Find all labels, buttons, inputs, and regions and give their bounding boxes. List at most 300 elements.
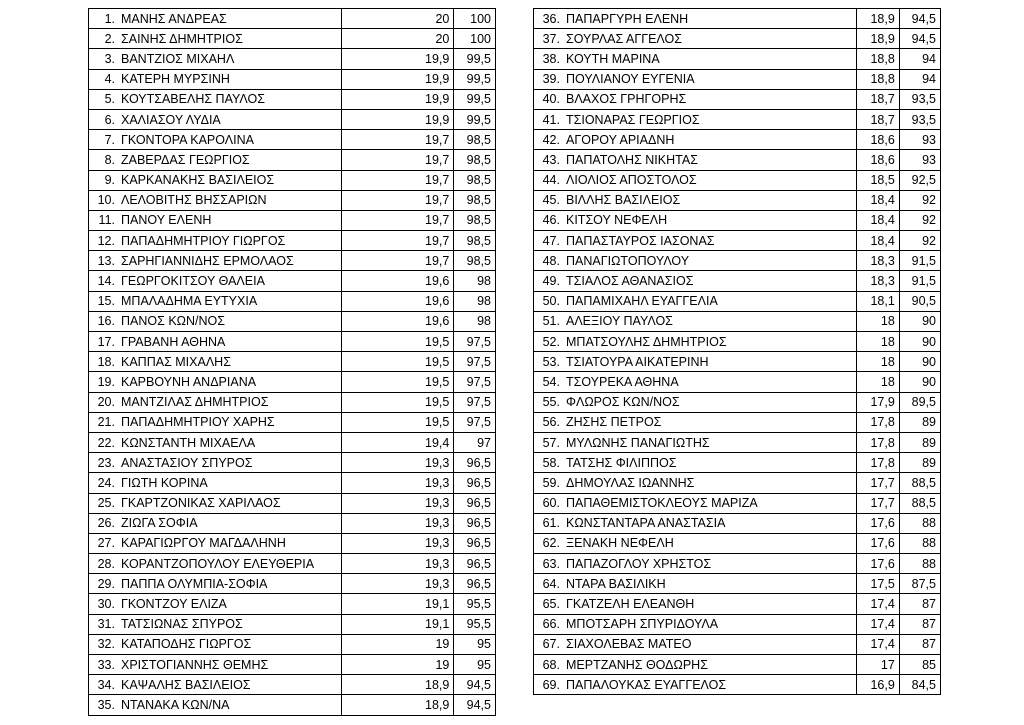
score-cell: 17,4 [856, 594, 899, 614]
percent-cell: 89,5 [899, 392, 940, 412]
score-cell: 18,7 [856, 89, 899, 109]
student-cell [534, 89, 857, 109]
student-name: ΚΑΡΑΓΙΩΡΓΟΥ ΜΑΓΔΑΛΗΝΗ [121, 536, 286, 551]
score-cell: 18 [856, 372, 899, 392]
student-cell [89, 473, 342, 493]
student-cell [534, 432, 857, 452]
student-name: ΚΑΨΑΛΗΣ ΒΑΣΙΛΕΙΟΣ [121, 677, 251, 692]
student-cell [534, 594, 857, 614]
student-cell [534, 190, 857, 210]
table-row [89, 130, 496, 150]
student-name: ΜΑΝΤΖΙΛΑΣ ΔΗΜΗΤΡΙΟΣ [121, 395, 269, 410]
percent-cell: 90 [899, 311, 940, 331]
table-row [534, 412, 941, 432]
table-row [534, 332, 941, 352]
student-name: ΝΤΑΡΑ ΒΑΣΙΛΙΚΗ [566, 576, 666, 591]
rank-number: 39. [542, 72, 560, 87]
percent-cell: 91,5 [899, 271, 940, 291]
table-row [89, 453, 496, 473]
rank-number: 65. [542, 597, 560, 612]
percent-cell: 87 [899, 594, 940, 614]
percent-cell: 90 [899, 332, 940, 352]
rank-number: 7. [104, 132, 115, 147]
student-name: ΚΟΥΤΣΑΒΕΛΗΣ ΠΑΥΛΟΣ [121, 92, 265, 107]
table-row [89, 150, 496, 170]
table-row [89, 655, 496, 675]
score-cell: 19,1 [341, 594, 454, 614]
student-name: ΚΑΡΒΟΥΝΗ ΑΝΔΡΙΑΝΑ [121, 374, 257, 389]
student-name: ΓΙΩΤΗ ΚΟΡΙΝΑ [121, 475, 208, 490]
rank-number: 40. [542, 92, 560, 107]
student-name: ΒΑΝΤΖΙΟΣ ΜΙΧΑΗΛ [121, 51, 235, 66]
student-cell [89, 210, 342, 230]
student-cell [534, 69, 857, 89]
percent-cell: 97,5 [454, 352, 496, 372]
percent-cell: 99,5 [454, 69, 496, 89]
student-name: ΠΑΠΑΣΤΑΥΡΟΣ ΙΑΣΟΝΑΣ [566, 233, 715, 248]
rank-number: 61. [542, 516, 560, 531]
score-cell: 19,3 [341, 493, 454, 513]
student-cell [534, 332, 857, 352]
student-cell [89, 231, 342, 251]
table-row [89, 311, 496, 331]
score-cell: 17,7 [856, 493, 899, 513]
student-name: ΖΙΩΓΑ ΣΟΦΙΑ [121, 516, 198, 531]
rank-number: 4. [104, 72, 115, 87]
table-row [534, 150, 941, 170]
score-cell: 17,6 [856, 533, 899, 553]
percent-cell: 88 [899, 533, 940, 553]
table-row [534, 453, 941, 473]
rank-number: 42. [542, 132, 560, 147]
student-name: ΑΓΟΡΟΥ ΑΡΙΑΔΝΗ [566, 132, 675, 147]
student-name: ΠΑΝΟΥ ΕΛΕΝΗ [121, 213, 212, 228]
score-cell: 18,9 [856, 29, 899, 49]
student-name: ΑΝΑΣΤΑΣΙΟΥ ΣΠΥΡΟΣ [121, 455, 253, 470]
rank-number: 33. [97, 657, 115, 672]
student-cell [534, 614, 857, 634]
percent-cell: 93 [899, 130, 940, 150]
table-row [534, 554, 941, 574]
percent-cell: 98,5 [454, 150, 496, 170]
score-cell: 18,8 [856, 49, 899, 69]
results-table-left [88, 8, 496, 716]
percent-cell: 88,5 [899, 473, 940, 493]
score-cell: 19,3 [341, 554, 454, 574]
table-row [534, 392, 941, 412]
student-cell [534, 533, 857, 553]
score-cell: 17,7 [856, 473, 899, 493]
rank-number: 15. [97, 294, 115, 309]
score-cell: 19,5 [341, 332, 454, 352]
rank-number: 36. [542, 11, 560, 26]
student-cell [89, 251, 342, 271]
table-row [89, 332, 496, 352]
student-name: ΠΑΠΑΛΟΥΚΑΣ ΕΥΑΓΓΕΛΟΣ [566, 677, 727, 692]
score-cell: 18,9 [341, 695, 454, 715]
student-name: ΣΑΙΝΗΣ ΔΗΜΗΤΡΙΟΣ [121, 31, 243, 46]
student-name: ΚΑΡΚΑΝΑΚΗΣ ΒΑΣΙΛΕΙΟΣ [121, 173, 275, 188]
rank-number: 12. [97, 233, 115, 248]
student-cell [534, 372, 857, 392]
table-row [89, 352, 496, 372]
rank-number: 9. [104, 173, 115, 188]
score-cell: 19,5 [341, 392, 454, 412]
percent-cell: 96,5 [454, 513, 496, 533]
rank-number: 34. [97, 677, 115, 692]
student-cell [89, 49, 342, 69]
student-name: ΚΑΤΕΡΗ ΜΥΡΣΙΝΗ [121, 72, 230, 87]
score-cell: 18,9 [341, 675, 454, 695]
score-cell: 19 [341, 634, 454, 654]
table-row [534, 513, 941, 533]
student-name: ΞΕΝΑΚΗ ΝΕΦΕΛΗ [566, 536, 674, 551]
table-row [89, 695, 496, 715]
percent-cell: 97,5 [454, 372, 496, 392]
rank-number: 67. [542, 637, 560, 652]
score-cell: 17,8 [856, 432, 899, 452]
student-cell [89, 614, 342, 634]
percent-cell: 87 [899, 614, 940, 634]
percent-cell: 98 [454, 291, 496, 311]
student-cell [89, 574, 342, 594]
table-row [534, 109, 941, 129]
rank-number: 31. [97, 617, 115, 632]
student-cell [89, 89, 342, 109]
percent-cell: 98,5 [454, 231, 496, 251]
rank-number: 1. [104, 11, 115, 26]
rank-number: 44. [542, 173, 560, 188]
percent-cell: 89 [899, 453, 940, 473]
student-name: ΓΡΑΒΑΝΗ ΑΘΗΝΑ [121, 334, 226, 349]
student-name: ΔΗΜΟΥΛΑΣ ΙΩΑΝΝΗΣ [566, 475, 695, 490]
rank-number: 26. [97, 516, 115, 531]
rank-number: 47. [542, 233, 560, 248]
score-cell: 17,6 [856, 513, 899, 533]
score-cell: 17,6 [856, 554, 899, 574]
student-cell [89, 392, 342, 412]
score-cell: 19,3 [341, 533, 454, 553]
table-row [89, 372, 496, 392]
score-cell: 17,8 [856, 412, 899, 432]
table-row [534, 251, 941, 271]
percent-cell: 97,5 [454, 412, 496, 432]
results-table-right-body [534, 9, 941, 695]
table-row [534, 372, 941, 392]
rank-number: 49. [542, 274, 560, 289]
student-cell [89, 352, 342, 372]
student-cell [534, 291, 857, 311]
table-row [534, 170, 941, 190]
student-cell [89, 513, 342, 533]
table-row [89, 109, 496, 129]
rank-number: 60. [542, 496, 560, 511]
student-name: ΠΑΠΠΑ ΟΛΥΜΠΙΑ-ΣΟΦΙΑ [121, 576, 268, 591]
score-cell: 17,4 [856, 614, 899, 634]
score-cell: 20 [341, 9, 454, 29]
student-cell [89, 190, 342, 210]
score-cell: 19,3 [341, 513, 454, 533]
student-cell [89, 332, 342, 352]
score-cell: 19,3 [341, 574, 454, 594]
rank-number: 17. [97, 334, 115, 349]
score-cell: 17,8 [856, 453, 899, 473]
score-cell: 18,7 [856, 109, 899, 129]
percent-cell: 84,5 [899, 675, 940, 695]
percent-cell: 99,5 [454, 89, 496, 109]
student-name: ΧΡΙΣΤΟΓΙΑΝΝΗΣ ΘΕΜΗΣ [121, 657, 269, 672]
student-name: ΚΑΠΠΑΣ ΜΙΧΑΛΗΣ [121, 354, 231, 369]
student-name: ΒΙΛΛΗΣ ΒΑΣΙΛΕΙΟΣ [566, 193, 681, 208]
score-cell: 19,7 [341, 190, 454, 210]
student-name: ΠΑΝΟΣ ΚΩΝ/ΝΟΣ [121, 314, 225, 329]
percent-cell: 94,5 [454, 675, 496, 695]
score-cell: 19,3 [341, 453, 454, 473]
student-cell [89, 9, 342, 29]
score-cell: 19,4 [341, 432, 454, 452]
score-cell: 17 [856, 655, 899, 675]
rank-number: 22. [97, 435, 115, 450]
student-name: ΠΑΠΑΘΕΜΙΣΤΟΚΛΕΟΥΣ ΜΑΡΙΖΑ [566, 496, 758, 511]
table-row [534, 29, 941, 49]
score-cell: 19,7 [341, 231, 454, 251]
score-cell: 18,9 [856, 9, 899, 29]
rank-number: 51. [542, 314, 560, 329]
score-cell: 17,5 [856, 574, 899, 594]
table-row [534, 574, 941, 594]
student-cell [89, 634, 342, 654]
student-cell [89, 372, 342, 392]
score-cell: 18,3 [856, 271, 899, 291]
student-name: ΤΣΟΥΡΕΚΑ ΑΘΗΝΑ [566, 374, 679, 389]
percent-cell: 95,5 [454, 614, 496, 634]
rank-number: 63. [542, 556, 560, 571]
percent-cell: 98 [454, 271, 496, 291]
score-cell: 19,7 [341, 130, 454, 150]
percent-cell: 93,5 [899, 89, 940, 109]
rank-number: 32. [97, 637, 115, 652]
student-name: ΚΑΤΑΠΟΔΗΣ ΓΙΩΡΓΟΣ [121, 637, 252, 652]
percent-cell: 88 [899, 513, 940, 533]
table-row [534, 634, 941, 654]
rank-number: 59. [542, 475, 560, 490]
table-row [534, 493, 941, 513]
score-cell: 19,9 [341, 49, 454, 69]
percent-cell: 89 [899, 432, 940, 452]
score-cell: 19,5 [341, 372, 454, 392]
student-cell [534, 453, 857, 473]
score-cell: 18,5 [856, 170, 899, 190]
score-cell: 18 [856, 352, 899, 372]
percent-cell: 99,5 [454, 49, 496, 69]
student-name: ΠΟΥΛΙΑΝΟΥ ΕΥΓΕΝΙΑ [566, 72, 695, 87]
table-row [89, 210, 496, 230]
student-cell [534, 29, 857, 49]
table-row [534, 231, 941, 251]
score-cell: 17,4 [856, 634, 899, 654]
student-name: ΠΑΠΑΔΗΜΗΤΡΙΟΥ ΧΑΡΗΣ [121, 415, 275, 430]
rank-number: 52. [542, 334, 560, 349]
table-row [89, 473, 496, 493]
percent-cell: 85 [899, 655, 940, 675]
table-row [89, 251, 496, 271]
student-cell [89, 554, 342, 574]
percent-cell: 95,5 [454, 594, 496, 614]
rank-number: 35. [97, 697, 115, 712]
percent-cell: 100 [454, 9, 496, 29]
rank-number: 6. [104, 112, 115, 127]
student-cell [534, 352, 857, 372]
score-cell: 18,1 [856, 291, 899, 311]
percent-cell: 98 [454, 311, 496, 331]
table-row [534, 69, 941, 89]
student-name: ΛΕΛΟΒΙΤΗΣ ΒΗΣΣΑΡΙΩΝ [121, 193, 267, 208]
rank-number: 25. [97, 496, 115, 511]
student-cell [534, 412, 857, 432]
percent-cell: 92 [899, 231, 940, 251]
student-name: ΝΤΑΝΑΚΑ ΚΩΝ/ΝΑ [121, 697, 230, 712]
percent-cell: 96,5 [454, 493, 496, 513]
student-name: ΖΑΒΕΡΔΑΣ ΓΕΩΡΓΙΟΣ [121, 152, 250, 167]
rank-number: 64. [542, 576, 560, 591]
table-row [534, 594, 941, 614]
table-row [534, 614, 941, 634]
table-row [89, 271, 496, 291]
percent-cell: 96,5 [454, 473, 496, 493]
student-name: ΤΣΙΑΤΟΥΡΑ ΑΙΚΑΤΕΡΙΝΗ [566, 354, 709, 369]
student-cell [89, 432, 342, 452]
student-cell [89, 675, 342, 695]
score-cell: 18 [856, 311, 899, 331]
student-cell [534, 251, 857, 271]
student-name: ΖΗΣΗΣ ΠΕΤΡΟΣ [566, 415, 662, 430]
score-cell: 19,3 [341, 473, 454, 493]
student-name: ΑΛΕΞΙΟΥ ΠΑΥΛΟΣ [566, 314, 673, 329]
student-cell [534, 150, 857, 170]
percent-cell: 87,5 [899, 574, 940, 594]
rank-number: 5. [104, 92, 115, 107]
score-cell: 16,9 [856, 675, 899, 695]
percent-cell: 91,5 [899, 251, 940, 271]
student-name: ΜΑΝΗΣ ΑΝΔΡΕΑΣ [121, 11, 227, 26]
table-row [89, 432, 496, 452]
student-name: ΓΕΩΡΓΟΚΙΤΣΟΥ ΘΑΛΕΙΑ [121, 274, 265, 289]
student-name: ΤΣΙΟΝΑΡΑΣ ΓΕΩΡΓΙΟΣ [566, 112, 700, 127]
student-cell [89, 453, 342, 473]
percent-cell: 94 [899, 49, 940, 69]
table-row [89, 675, 496, 695]
student-cell [534, 493, 857, 513]
percent-cell: 97,5 [454, 392, 496, 412]
results-table-left-body [89, 9, 496, 716]
score-cell: 19,1 [341, 614, 454, 634]
percent-cell: 89 [899, 412, 940, 432]
rank-number: 18. [97, 354, 115, 369]
table-row [89, 291, 496, 311]
percent-cell: 92 [899, 210, 940, 230]
score-cell: 18 [856, 332, 899, 352]
student-name: ΠΑΝΑΓΙΩΤΟΠΟΥΛΟΥ [566, 253, 690, 268]
student-cell [89, 493, 342, 513]
student-name: ΠΑΠΑΖΟΓΛΟΥ ΧΡΗΣΤΟΣ [566, 556, 712, 571]
rank-number: 30. [97, 597, 115, 612]
rank-number: 23. [97, 455, 115, 470]
student-cell [534, 634, 857, 654]
table-row [534, 190, 941, 210]
student-cell [534, 271, 857, 291]
score-cell: 19,5 [341, 412, 454, 432]
table-row [89, 49, 496, 69]
rank-number: 58. [542, 455, 560, 470]
score-cell: 19,6 [341, 311, 454, 331]
percent-cell: 88,5 [899, 493, 940, 513]
student-cell [89, 533, 342, 553]
score-cell: 18,4 [856, 231, 899, 251]
score-cell: 19,5 [341, 352, 454, 372]
table-row [89, 594, 496, 614]
student-cell [534, 210, 857, 230]
score-cell: 19,6 [341, 291, 454, 311]
rank-number: 68. [542, 657, 560, 672]
student-name: ΚΟΥΤΗ ΜΑΡΙΝΑ [566, 51, 660, 66]
percent-cell: 94,5 [899, 9, 940, 29]
rank-number: 29. [97, 576, 115, 591]
table-row [89, 533, 496, 553]
student-name: ΛΙΟΛΙΟΣ ΑΠΟΣΤΟΛΟΣ [566, 173, 697, 188]
rank-number: 13. [97, 253, 115, 268]
table-row [534, 675, 941, 695]
student-cell [534, 574, 857, 594]
rank-number: 43. [542, 152, 560, 167]
student-cell [89, 655, 342, 675]
rank-number: 48. [542, 253, 560, 268]
student-cell [534, 392, 857, 412]
student-cell [89, 695, 342, 715]
student-cell [89, 29, 342, 49]
table-row [534, 9, 941, 29]
table-row [89, 29, 496, 49]
percent-cell: 94 [899, 69, 940, 89]
student-name: ΣΟΥΡΛΑΣ ΑΓΓΕΛΟΣ [566, 31, 682, 46]
rank-number: 3. [104, 51, 115, 66]
table-row [89, 554, 496, 574]
percent-cell: 96,5 [454, 574, 496, 594]
table-row [534, 271, 941, 291]
rank-number: 2. [104, 31, 115, 46]
student-cell [534, 231, 857, 251]
percent-cell: 87 [899, 634, 940, 654]
score-cell: 19,9 [341, 69, 454, 89]
percent-cell: 90,5 [899, 291, 940, 311]
student-name: ΓΚΑΤΖΕΛΗ ΕΛΕΑΝΘΗ [566, 597, 695, 612]
percent-cell: 96,5 [454, 453, 496, 473]
student-name: ΒΛΑΧΟΣ ΓΡΗΓΟΡΗΣ [566, 92, 687, 107]
rank-number: 69. [542, 677, 560, 692]
rank-number: 16. [97, 314, 115, 329]
rank-number: 10. [97, 193, 115, 208]
student-cell [89, 594, 342, 614]
rank-number: 8. [104, 152, 115, 167]
percent-cell: 94,5 [454, 695, 496, 715]
percent-cell: 92,5 [899, 170, 940, 190]
student-cell [534, 311, 857, 331]
table-row [89, 493, 496, 513]
rank-number: 62. [542, 536, 560, 551]
percent-cell: 97,5 [454, 332, 496, 352]
student-name: ΜΠΑΤΣΟΥΛΗΣ ΔΗΜΗΤΡΙΟΣ [566, 334, 727, 349]
rank-number: 53. [542, 354, 560, 369]
student-name: ΤΑΤΣΗΣ ΦΙΛΙΠΠΟΣ [566, 455, 677, 470]
